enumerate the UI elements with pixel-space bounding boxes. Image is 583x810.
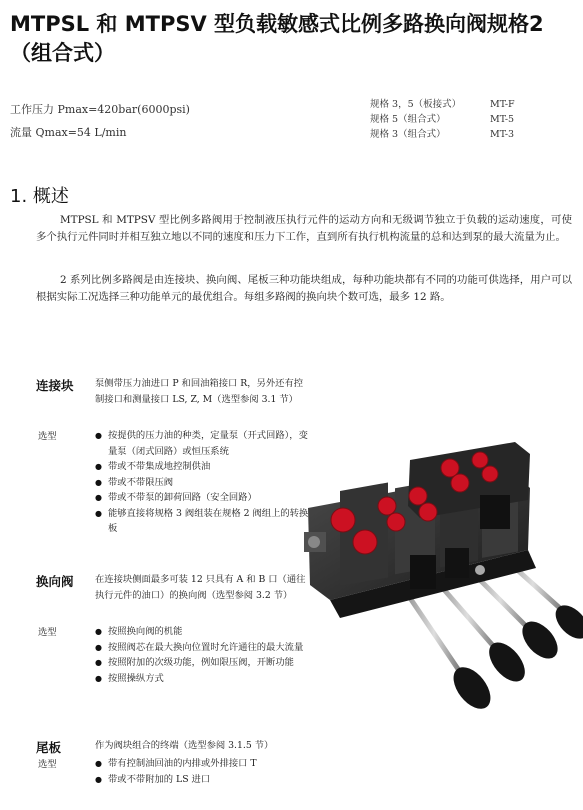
flow-spec: 流量 Qmax=54 L/min xyxy=(10,126,127,139)
model-label: 规格 5（组合式） xyxy=(370,114,446,125)
model-code: MT-F xyxy=(490,99,515,110)
page-title: MTPSL 和 MTPSV 型负载敏感式比例多路换向阀规格2（组合式） xyxy=(10,12,544,65)
model-label: 规格 3，5（板接式） xyxy=(370,99,462,110)
valve-options-list xyxy=(95,624,310,686)
end-options-list xyxy=(95,756,355,787)
valve-assembly-image xyxy=(300,440,583,715)
list-item: ● 带或不带附加的 LS 进口 xyxy=(95,772,355,788)
valve-select-label: 选型 xyxy=(38,627,57,638)
model-row xyxy=(370,127,515,142)
model-table xyxy=(370,97,515,142)
model-code: MT-3 xyxy=(490,129,515,140)
model-code: MT-5 xyxy=(490,114,515,125)
list-item: ● 带或不带集成地控制供油 xyxy=(95,459,310,475)
valve-block-desc: 在连接块侧面最多可装 12 只具有 A 和 B 口（通往执行元件的油口）的换向阀（选型参阅 3.2 节） xyxy=(95,574,306,601)
end-select-label: 选型 xyxy=(38,759,57,770)
connect-block-title: 连接块 xyxy=(36,378,74,393)
list-item: ● 按照换向阀的机能 xyxy=(95,624,310,640)
overview-paragraph-2: 2 系列比例多路阀是由连接块、换向阀、尾板三种功能块组成，每种功能块都有不同的功能可供选择，用户可以根据实际工况选择三种功能单元的最优组合。每组多路阀的换向块个数可选，最多 12 路。 xyxy=(36,274,572,303)
end-block-title: 尾板 xyxy=(36,740,62,755)
list-item: ● 按照操纵方式 xyxy=(95,671,310,687)
overview-paragraph-1: MTPSL 和 MTPSV 型比例多路阀用于控制液压执行元件的运动方向和无级调节独立于负载的运动速度，可使多个执行元件同时并相互独立地以不同的速度和压力下工作，直到所有执行机构流量的总和达到泵的最大流量为止。 xyxy=(36,214,572,243)
connect-options-list xyxy=(95,428,310,537)
list-item: ● 带或不带限压阀 xyxy=(95,475,310,491)
connect-select-label: 选型 xyxy=(38,431,57,442)
model-row xyxy=(370,97,515,112)
list-item: ● 能够直接将规格 3 阀组装在规格 2 阀组上的转换板 xyxy=(95,506,310,537)
connect-block-desc: 泵侧带压力油进口 P 和回油箱接口 R，另外还有控制接口和测量接口 LS, Z, M（选型参阅 3.1 节） xyxy=(95,378,304,405)
end-block-desc: 作为阀块组合的终端（选型参阅 3.1.5 节） xyxy=(95,740,274,751)
list-item: ● 按照阀芯在最大换向位置时允许通往的最大流量 xyxy=(95,640,310,656)
model-row xyxy=(370,112,515,127)
list-item: ● 带或不带泵的卸荷回路（安全回路） xyxy=(95,490,310,506)
section-heading: 1. 概述 xyxy=(10,186,69,207)
valve-block-title: 换向阀 xyxy=(36,574,74,589)
list-item: ● 按提供的压力油的种类，定量泵（开式回路），变量泵（闭式回路）或恒压系统 xyxy=(95,428,310,459)
list-item: ● 带有控制油回油的内排或外排接口 T xyxy=(95,756,355,772)
pressure-spec: 工作压力 Pmax=420bar(6000psi) xyxy=(10,103,190,116)
list-item: ● 按照附加的次级功能，例如限压阀，开断功能 xyxy=(95,655,310,671)
model-label: 规格 3（组合式） xyxy=(370,129,446,140)
